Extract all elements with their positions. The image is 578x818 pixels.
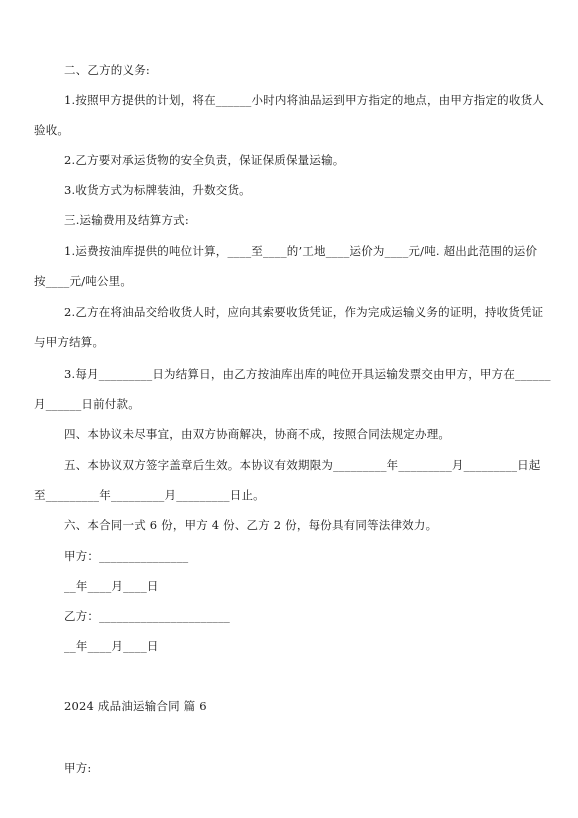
party-b-signature-line: 乙方：______________________ [64,609,230,623]
paragraph-line: 3.每月_________日为结算日，由乙方按油库出库的吨位开具运输发票交由甲方，甲方在______ [64,367,551,381]
party-a-date-line: __年____月____日 [64,579,159,593]
paragraph-line: 四、本协议未尽事宜，由双方协商解决，协商不成，按照合同法规定办理。 [64,427,451,441]
paragraph-line: 与甲方结算。 [34,335,105,349]
paragraph-line: 六、本合同一式 6 份，甲方 4 份、乙方 2 份，每份具有同等法律效力。 [64,518,438,532]
paragraph-line: 验收。 [34,123,70,137]
paragraph-line: 月______日前付款。 [34,397,140,411]
section-heading-party-b-obligations: 二、乙方的义务: [64,63,150,77]
party-b-date-line: __年____月____日 [64,639,159,653]
section-heading-fees: 三.运输费用及结算方式: [64,213,189,227]
paragraph-line: 按____元/吨公里。 [34,274,133,288]
paragraph-line: 至_________年_________月_________日止。 [34,488,265,502]
paragraph-line: 五、本协议双方签字盖章后生效。本协议有效期限为_________年_________月_________日起 [64,458,541,472]
party-a-label: 甲方: [64,761,92,775]
paragraph-line: 1.按照甲方提供的计划，将在______小时内将油品运到甲方指定的地点，由甲方指定的收货人 [64,93,544,107]
document-section-title: 2024 成品油运输合同 篇 6 [64,699,207,713]
party-a-signature-line: 甲方：_______________ [64,549,189,563]
paragraph-line: 2.乙方要对承运货物的安全负责，保证保质保量运输。 [64,153,345,167]
paragraph-line: 3.收货方式为标牌装油，升数交货。 [64,183,251,197]
paragraph-line: 1.运费按油库提供的吨位计算，____至____的’工地____运价为____元/吨. 超出此范围的运价 [64,244,538,258]
paragraph-line: 2.乙方在将油品交给收货人时，应向其索要收货凭证，作为完成运输义务的证明，持收货凭证 [64,305,544,319]
